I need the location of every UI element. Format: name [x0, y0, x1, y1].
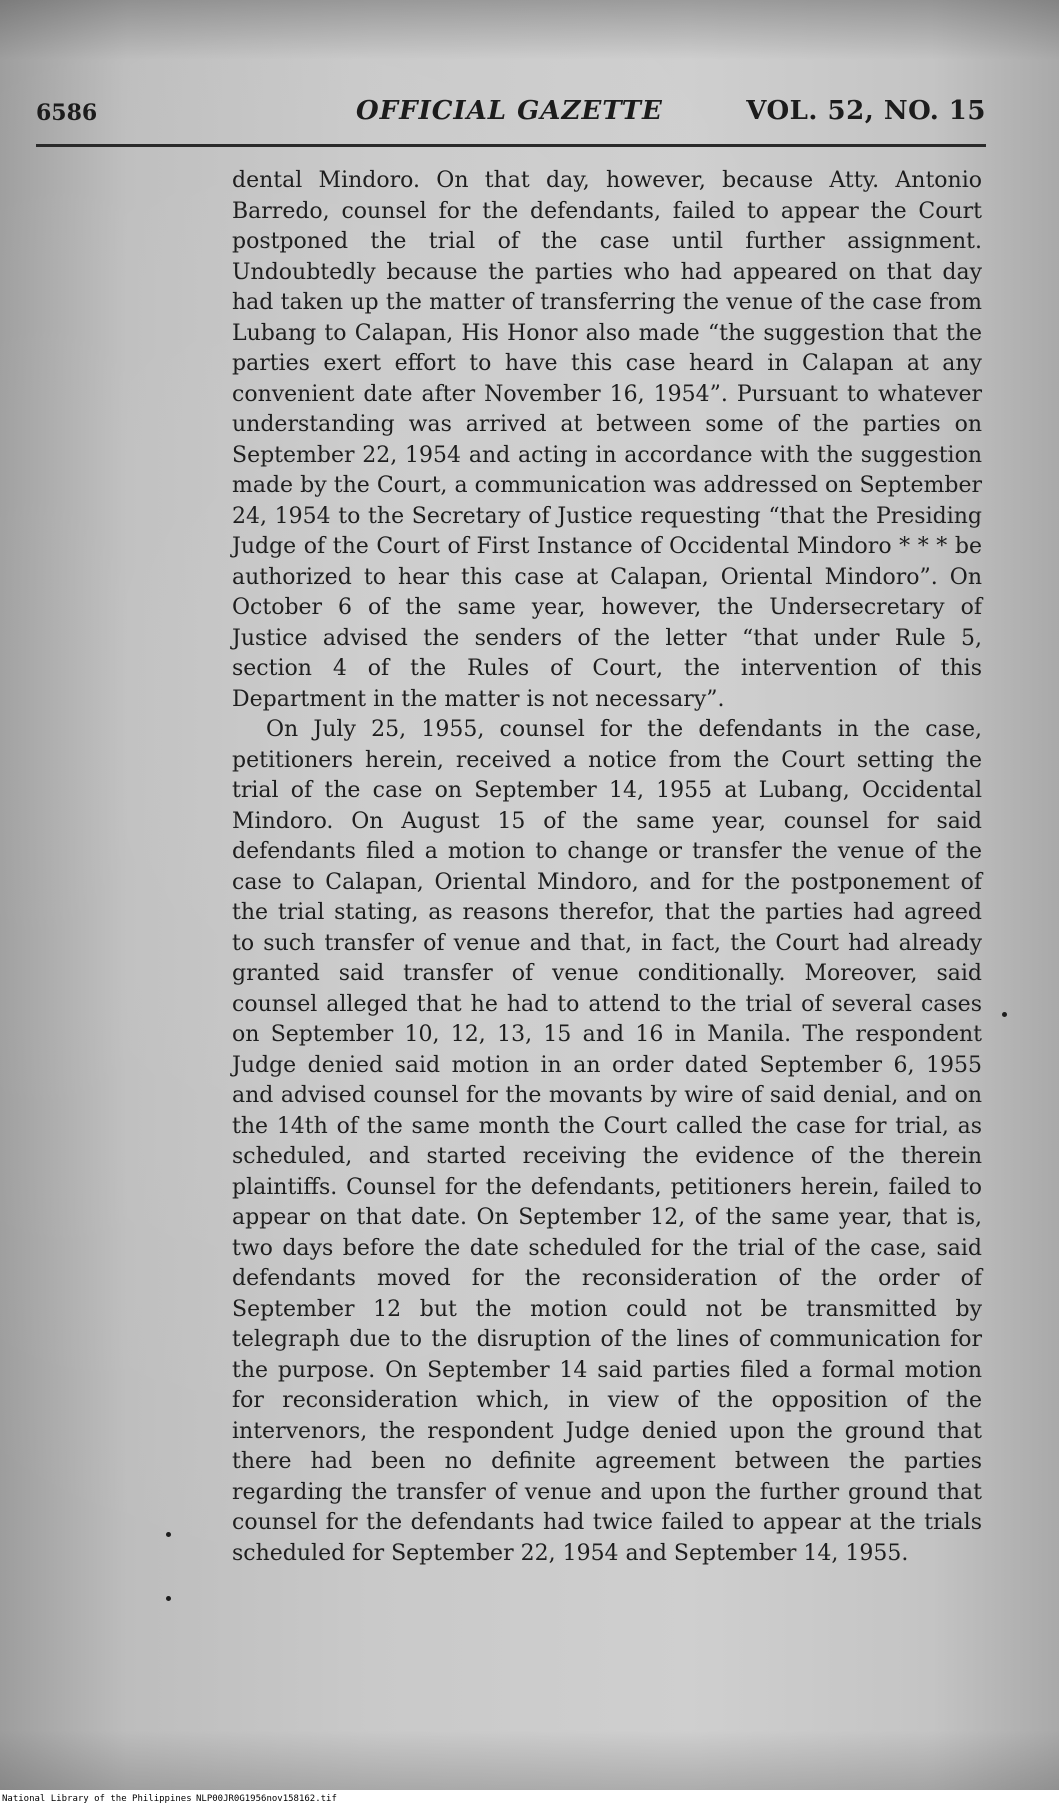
- publication-title: OFFICIAL GAZETTE: [356, 96, 663, 126]
- ink-speck: [166, 1596, 171, 1601]
- article-body: [232, 166, 982, 1569]
- paragraph: On July 25, 1955, counsel for the defendants in the case, petitioners herein, received a notice from the Court setting the trial of the case on September 14, 1955 at Lubang, Occidental Mindoro. On August 15 of the same year, counsel for said defendants filed a motion to change or transfer the venue of the case to Calapan, Oriental Mindoro, and for the postponement of the trial stating, as reasons therefor, that the parties had agreed to such transfer of venue and that, in fact, the Court had already granted said transfer of venue conditionally. Moreover, said counsel alleged that he had to attend to the trial of several cases on September 10, 12, 13, 15 and 16 in Manila. The respondent Judge denied said motion in an order dated September 6, 1955 and advised counsel for the movants by wire of said denial, and on the 14th of the same month the Court called the case for trial, as scheduled, and started receiving the evidence of the therein plaintiffs. Counsel for the defendants, petitioners herein, failed to appear on that date. On September 12, of the same year, that is, two days before the date scheduled for the trial of the case, said defendants moved for the reconsideration of the order of September 12 but the motion could not be transmitted by telegraph due to the disruption of the lines of communication for the purpose. On September 14 said parties filed a formal motion for reconsideration which, in view of the opposition of the intervenors, the respondent Judge denied upon the ground that there had been no definite agreement between the parties regarding the transfer of venue and upon the further ground that counsel for the defendants had twice failed to appear at the trials scheduled for September 22, 1954 and September 14, 1955.: [232, 717, 982, 1566]
- ink-speck: [1002, 1012, 1007, 1017]
- scan-filename: NLP00JR0G1956nov158162.tif: [196, 1794, 337, 1804]
- library-credit: National Library of the Philippines: [2, 1794, 192, 1804]
- volume-number: VOL. 52, NO. 15: [746, 96, 986, 126]
- ink-speck: [166, 1532, 171, 1537]
- header-divider: [36, 144, 986, 147]
- paragraph-continued: dental Mindoro. On that day, however, because Atty. Antonio Barredo, counsel for the defendants, failed to appear the Court postponed the trial of the case until further assignment. Undoubtedly because the parties who had appeared on that day had taken up the matter of transferring the venue of the case from Lubang to Calapan, His Honor also made “the suggestion that the parties exert effort to have this case heard in Calapan at any convenient date after November 16, 1954”. Pursuant to whatever understanding was arrived at between some of the parties on September 22, 1954 and acting in accordance with the suggestion made by the Court, a communication was addressed on September 24, 1954 to the Secretary of Justice requesting “that the Presiding Judge of the Court of First Instance of Occidental Mindoro * * * be authorized to hear this case at Calapan, Oriental Mindoro”. On October 6 of the same year, however, the Undersecretary of Justice advised the senders of the letter “that under Rule 5, section 4 of the Rules of Court, the intervention of this Department in the matter is not necessary”.: [232, 168, 982, 712]
- page-header: [36, 96, 986, 136]
- scan-footer: [0, 1790, 1059, 1808]
- page-number: 6586: [36, 100, 98, 126]
